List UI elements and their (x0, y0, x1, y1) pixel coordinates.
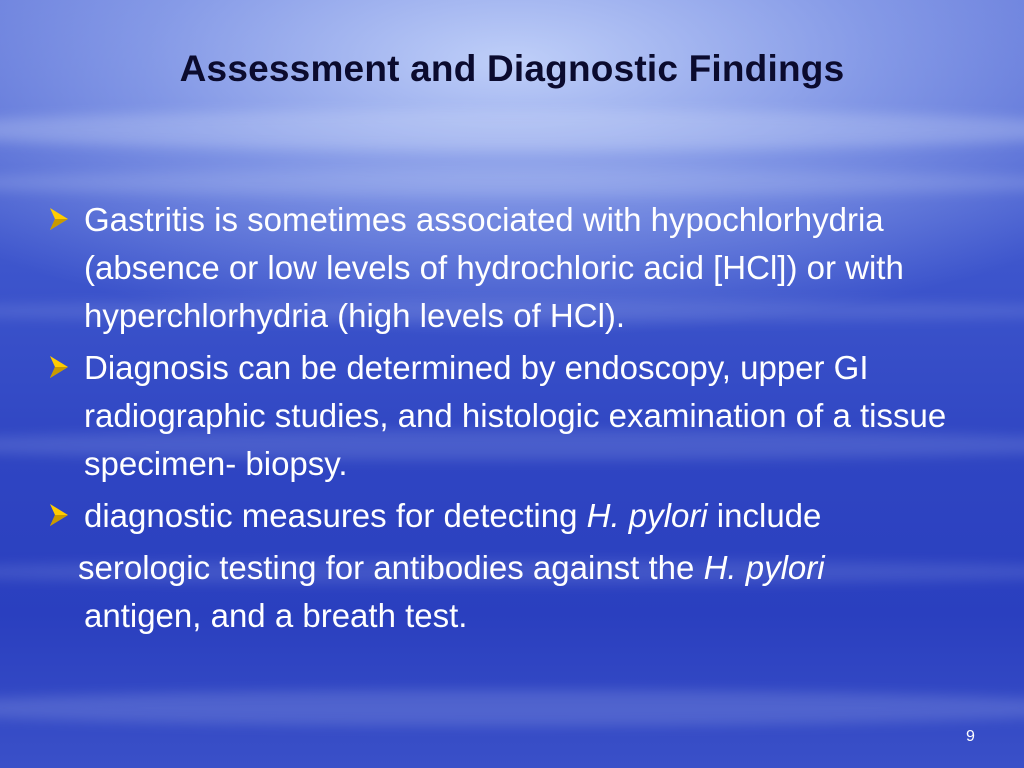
bullet-text-middle: include (707, 497, 822, 534)
slide-body (44, 196, 994, 640)
arrow-bullet-icon (46, 354, 72, 380)
cloud-streak (0, 690, 1024, 726)
continuation-text: antigen, and a breath test. (84, 597, 468, 634)
bullet-text: Gastritis is sometimes associated with hypochlorhydria (absence or low levels of hydrochloric acid [HCl]) or with hyperchlorhydria (high levels of HCl). (84, 201, 904, 334)
bullet-item (44, 196, 994, 340)
italic-organism-name: H. pylori (703, 549, 825, 586)
cloud-streak (0, 110, 1024, 150)
arrow-bullet-icon (46, 502, 72, 528)
bullet-item (44, 344, 994, 488)
italic-organism-name: H. pylori (586, 497, 708, 534)
bullet-continuation (44, 592, 994, 640)
cloud-streak (0, 170, 1024, 196)
arrow-bullet-icon (46, 206, 72, 232)
bullet-text-start: diagnostic measures for detecting (84, 497, 587, 534)
slide-title: Assessment and Diagnostic Findings (179, 48, 845, 89)
continuation-text: serologic testing for antibodies against the (78, 549, 704, 586)
page-number: 9 (966, 728, 975, 745)
bullet-item (44, 492, 994, 540)
bullet-text: Diagnosis can be determined by endoscopy, upper GI radiographic studies, and histologic examination of a tissue specimen- biopsy. (84, 349, 947, 482)
bullet-continuation (44, 544, 994, 592)
